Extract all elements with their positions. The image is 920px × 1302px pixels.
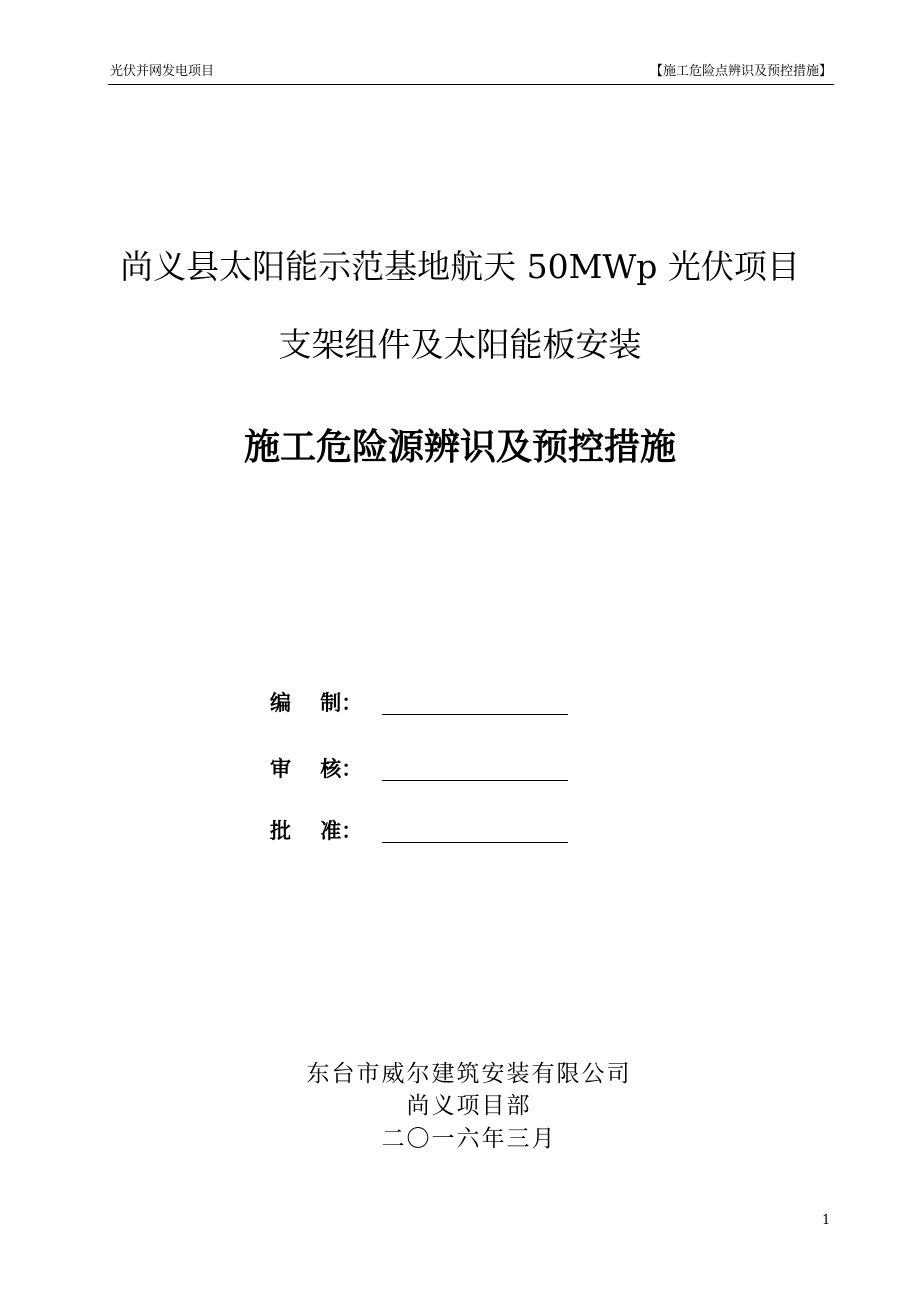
- sign-blank-line-approved: [382, 842, 568, 843]
- title-line-3: 施工危险源辨识及预控措施: [243, 426, 676, 468]
- sign-label-approved: 批 准：: [270, 818, 363, 843]
- sign-label-compiled: 编 制：: [270, 690, 363, 715]
- page-header: [108, 62, 834, 85]
- footer-company: 东台市威尔建筑安装有限公司: [306, 1061, 632, 1087]
- sign-row-reviewed: [270, 752, 380, 786]
- sign-blank-line-compiled: [382, 714, 568, 715]
- header-document-name: 【施工危险点辨识及预控措施】: [649, 64, 832, 79]
- page-number: 1: [822, 1213, 831, 1228]
- title-line-2: 支架组件及太阳能板安装: [278, 325, 642, 364]
- sign-row-compiled: [270, 686, 380, 720]
- sign-blank-line-reviewed: [382, 780, 568, 781]
- title-line-1: 尚义县太阳能示范基地航天 50MWp 光伏项目: [120, 247, 800, 286]
- footer-department: 尚义项目部: [406, 1093, 532, 1119]
- sign-label-reviewed: 审 核：: [270, 756, 363, 781]
- sign-row-approved: [270, 814, 380, 848]
- header-project-name: 光伏并网发电项目: [110, 64, 215, 79]
- footer-date: 二〇一六年三月: [381, 1126, 557, 1152]
